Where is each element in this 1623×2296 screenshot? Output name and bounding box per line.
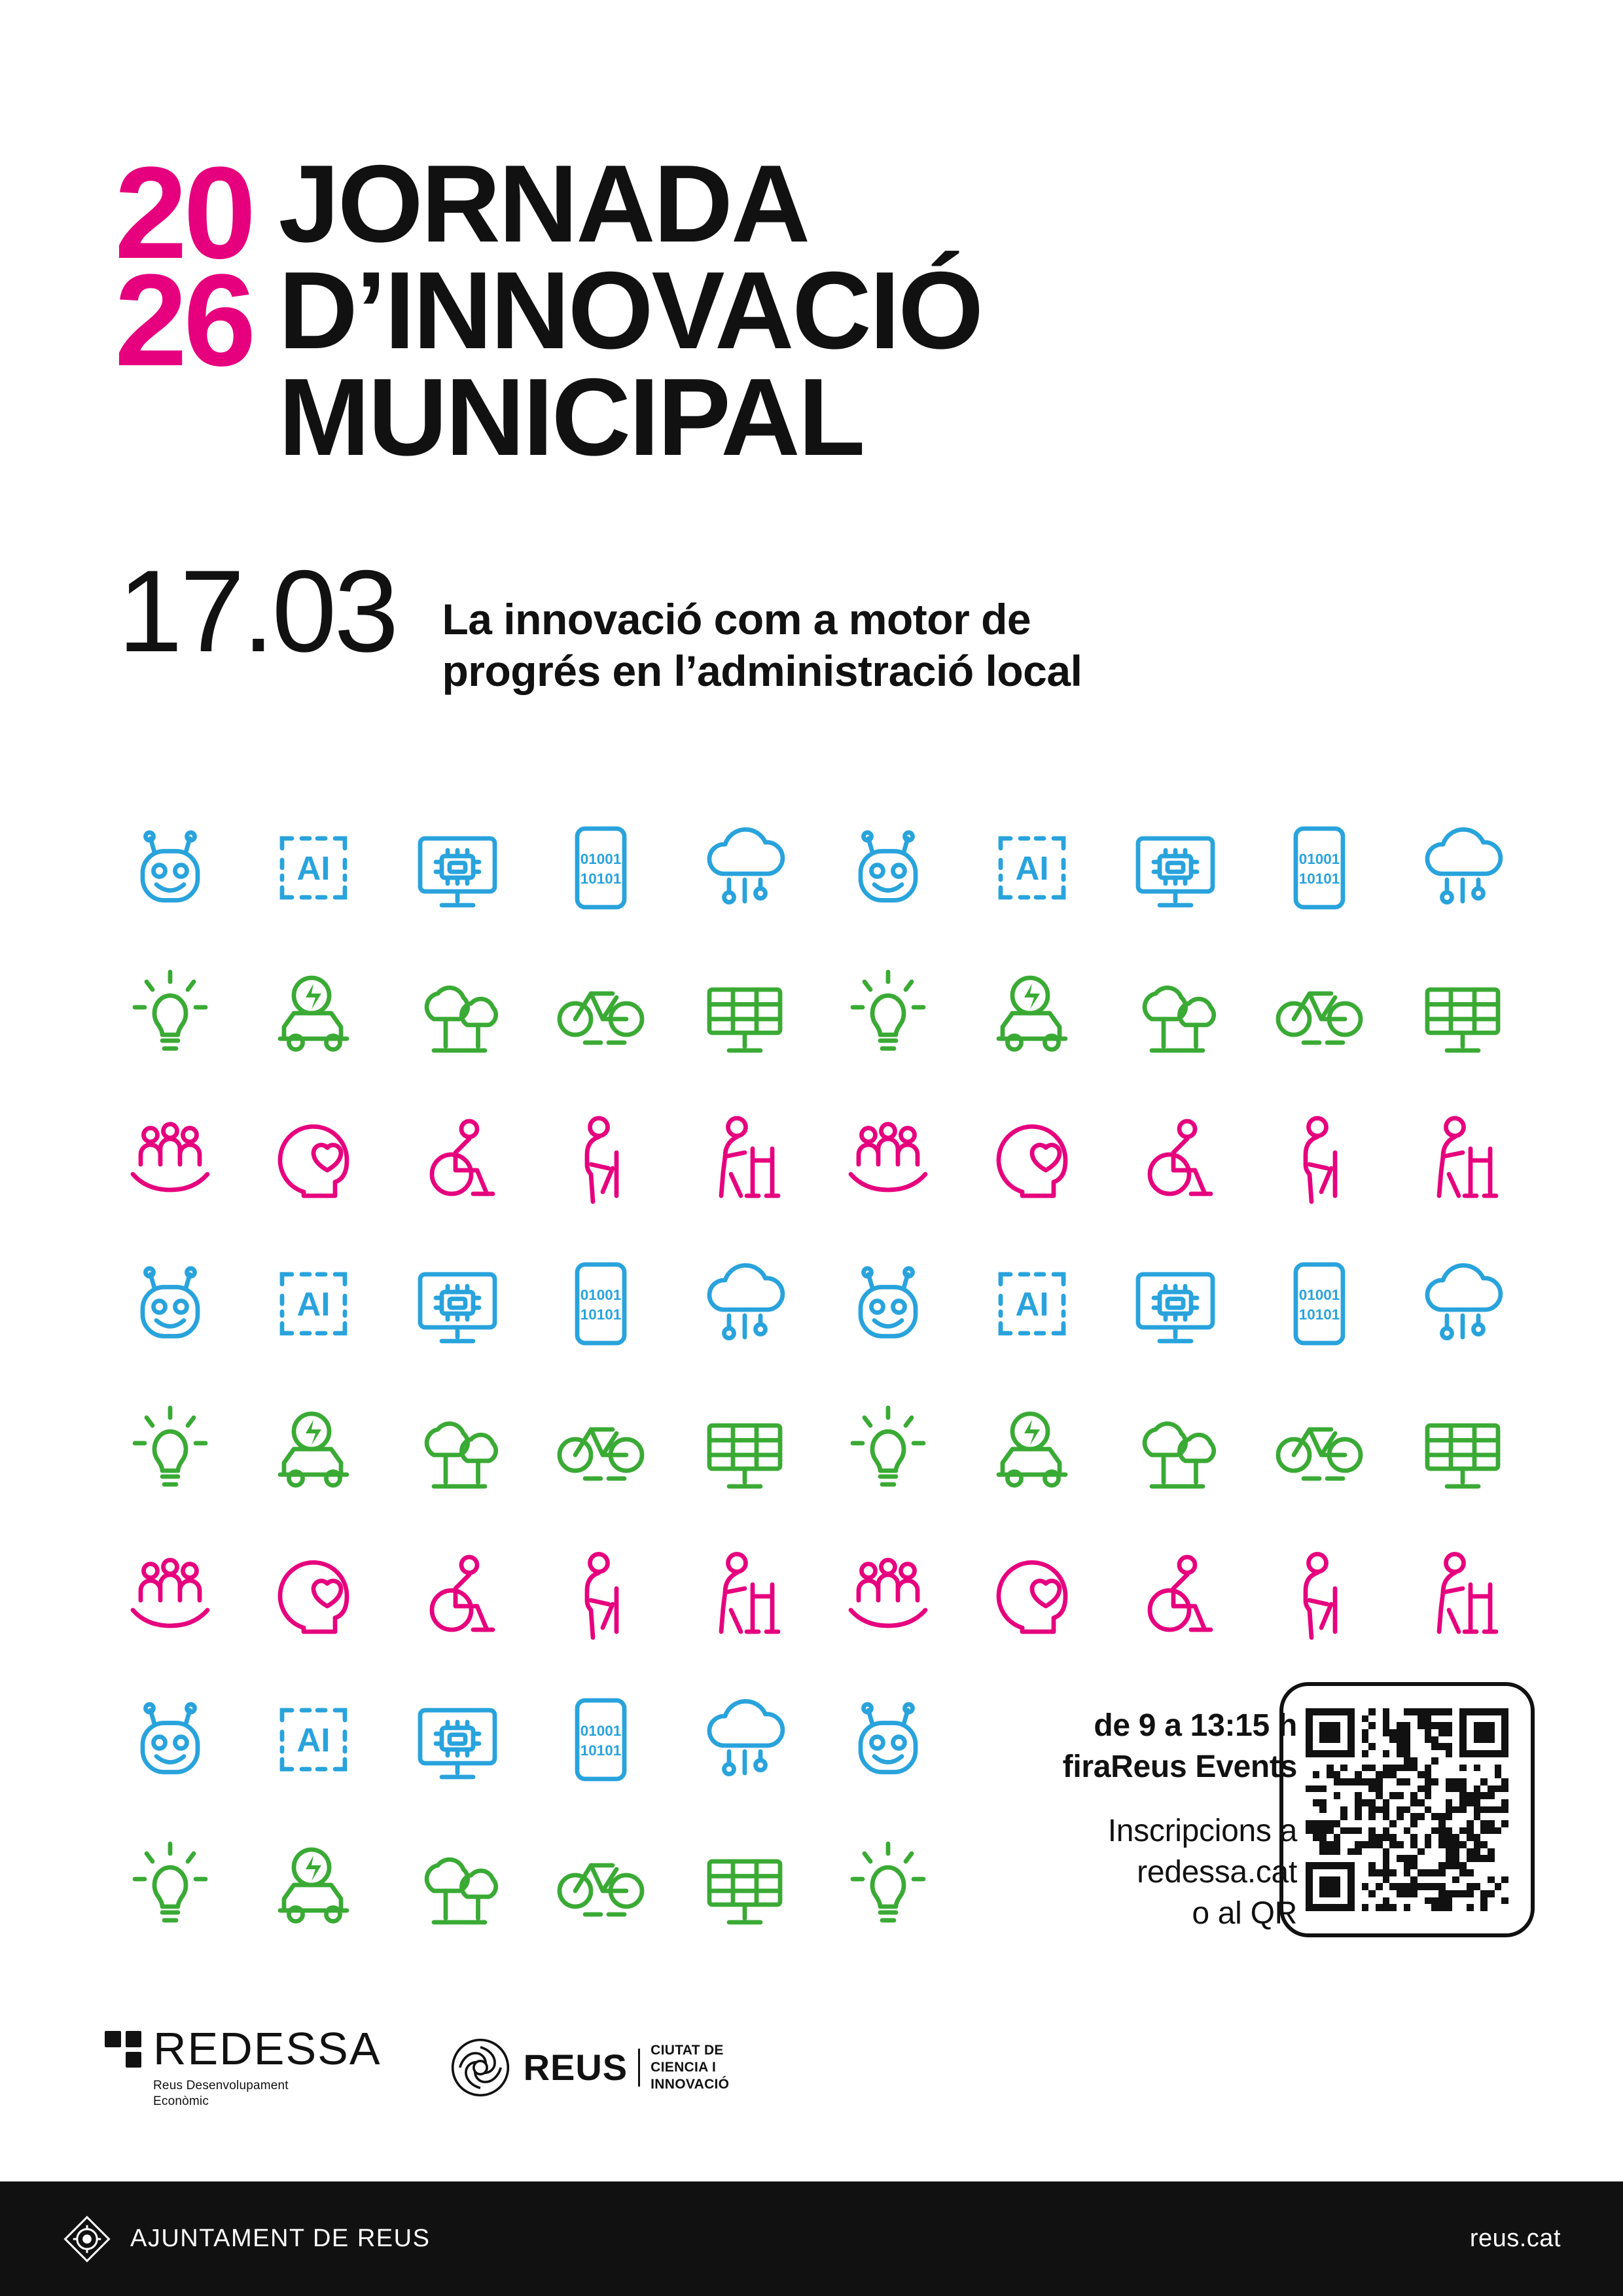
people-hand-icon xyxy=(111,1100,229,1217)
svg-text:10101: 10101 xyxy=(580,870,622,887)
chip-monitor-icon xyxy=(1116,1245,1234,1363)
svg-text:10101: 10101 xyxy=(580,1306,622,1323)
people-hand-icon xyxy=(829,1535,947,1653)
reus-divider xyxy=(638,2049,640,2087)
bicycle-icon xyxy=(542,954,660,1072)
bicycle-icon xyxy=(542,1826,660,1944)
redessa-logo-text xyxy=(153,2023,382,2109)
page-title xyxy=(278,142,982,478)
led-bulb-icon xyxy=(111,954,229,1072)
cane-person-icon xyxy=(542,1535,660,1653)
title-line-2: D’INNOVACIÓ xyxy=(278,248,982,372)
trees-icon xyxy=(399,1390,516,1508)
ai-icon xyxy=(973,809,1091,927)
cane-person-icon xyxy=(1260,1535,1378,1653)
people-hand-icon xyxy=(829,1100,947,1217)
cloud-data-icon xyxy=(1404,809,1522,927)
walker-person-icon xyxy=(1404,1100,1522,1217)
chip-monitor-icon xyxy=(399,1681,516,1799)
head-heart-icon xyxy=(255,1100,372,1217)
footer-bar xyxy=(0,2181,1623,2296)
svg-text:01001: 01001 xyxy=(580,1723,622,1739)
cane-person-icon xyxy=(542,1100,660,1217)
head-heart-icon xyxy=(973,1535,1091,1653)
bicycle-icon xyxy=(1260,1390,1378,1508)
electric-car-icon xyxy=(973,954,1091,1072)
solar-panel-icon xyxy=(686,1826,804,1944)
walker-person-icon xyxy=(686,1535,804,1653)
ajuntament-shield-icon xyxy=(62,2214,112,2264)
chip-monitor-icon xyxy=(399,1245,516,1363)
head-heart-icon xyxy=(973,1100,1091,1217)
ai-icon xyxy=(255,1681,372,1799)
reus-rose-icon xyxy=(450,2037,510,2098)
walker-person-icon xyxy=(686,1100,804,1217)
chip-monitor-icon xyxy=(1116,809,1234,927)
title-line-3: MUNICIPAL xyxy=(278,355,864,478)
date-subtitle-row xyxy=(118,546,1082,697)
svg-text:AI: AI xyxy=(296,1721,330,1759)
cloud-data-icon xyxy=(1404,1245,1522,1363)
led-bulb-icon xyxy=(829,1826,947,1944)
svg-text:10101: 10101 xyxy=(1298,870,1340,887)
registration-line-3: o al QR xyxy=(1192,1896,1297,1931)
svg-text:AI: AI xyxy=(296,1285,330,1323)
qr-code[interactable] xyxy=(1306,1708,1508,1911)
reus-claim-line-3: INNOVACIÓ xyxy=(651,2076,730,2092)
solar-panel-icon xyxy=(686,954,804,1072)
led-bulb-icon xyxy=(829,954,947,1072)
svg-text:AI: AI xyxy=(296,850,330,887)
ai-icon xyxy=(973,1245,1091,1363)
electric-car-icon xyxy=(255,954,372,1072)
solar-panel-icon xyxy=(1404,954,1522,1072)
svg-text:AI: AI xyxy=(1015,1285,1049,1323)
year-top: 20 xyxy=(115,140,253,286)
event-subtitle xyxy=(442,553,1082,697)
footer-institution-label: AJUNTAMENT DE REUS xyxy=(130,2225,431,2252)
led-bulb-icon xyxy=(829,1390,947,1508)
trees-icon xyxy=(1116,1390,1234,1508)
footer-institution-block xyxy=(62,2214,430,2264)
wheelchair-icon xyxy=(399,1100,516,1217)
binary-phone-icon xyxy=(1260,809,1378,927)
binary-phone-icon xyxy=(542,1681,660,1799)
cloud-data-icon xyxy=(686,809,804,927)
led-bulb-icon xyxy=(111,1826,229,1944)
robot-icon xyxy=(829,1681,947,1799)
solar-panel-icon xyxy=(686,1390,804,1508)
head-heart-icon xyxy=(255,1535,372,1653)
redessa-mark-icon xyxy=(105,2031,141,2068)
year-block xyxy=(115,140,253,393)
svg-text:AI: AI xyxy=(1015,850,1049,887)
event-date: 17.03 xyxy=(118,546,397,676)
robot-icon xyxy=(829,1245,947,1363)
subtitle-line-1: La innovació com a motor de xyxy=(442,595,1031,643)
svg-text:01001: 01001 xyxy=(580,1287,622,1303)
title-line-1: JORNADA xyxy=(278,142,809,265)
led-bulb-icon xyxy=(111,1390,229,1508)
event-time: de 9 a 13:15 h xyxy=(1094,1708,1297,1743)
svg-text:01001: 01001 xyxy=(1298,851,1340,867)
robot-icon xyxy=(111,1681,229,1799)
trees-icon xyxy=(399,1826,516,1944)
robot-icon xyxy=(111,1245,229,1363)
bicycle-icon xyxy=(542,1390,660,1508)
people-hand-icon xyxy=(111,1535,229,1653)
qr-code-frame[interactable] xyxy=(1279,1682,1535,1937)
wheelchair-icon xyxy=(399,1535,516,1653)
event-info xyxy=(1016,1705,1297,1935)
svg-text:01001: 01001 xyxy=(1298,1287,1340,1303)
electric-car-icon xyxy=(255,1826,372,1944)
svg-text:10101: 10101 xyxy=(1298,1306,1340,1323)
subtitle-line-2: progrés en l’administració local xyxy=(442,647,1082,696)
electric-car-icon xyxy=(973,1390,1091,1508)
reus-name: REUS xyxy=(523,2046,628,2088)
reus-logo xyxy=(450,2037,730,2098)
redessa-sub-line-1: Reus Desenvolupament xyxy=(153,2079,289,2092)
reus-claim-line-1: CIUTAT DE xyxy=(651,2043,724,2058)
poster-header xyxy=(115,140,982,478)
electric-car-icon xyxy=(255,1390,372,1508)
wheelchair-icon xyxy=(1116,1535,1234,1653)
wheelchair-icon xyxy=(1116,1100,1234,1217)
binary-phone-icon xyxy=(1260,1245,1378,1363)
cloud-data-icon xyxy=(686,1681,804,1799)
cloud-data-icon xyxy=(686,1245,804,1363)
robot-icon xyxy=(111,809,229,927)
event-venue: firaReus Events xyxy=(1062,1749,1297,1785)
ai-icon xyxy=(255,1245,372,1363)
reus-claim xyxy=(651,2042,729,2092)
binary-phone-icon xyxy=(542,1245,660,1363)
registration-url[interactable]: redessa.cat xyxy=(1137,1855,1297,1890)
binary-phone-icon xyxy=(542,809,660,927)
svg-text:10101: 10101 xyxy=(580,1742,622,1759)
svg-text:01001: 01001 xyxy=(580,851,622,867)
reus-claim-line-2: CIENCIA I xyxy=(651,2059,717,2075)
solar-panel-icon xyxy=(1404,1390,1522,1508)
ai-icon xyxy=(255,809,372,927)
registration-line-1: Inscripcions a xyxy=(1107,1813,1297,1848)
cane-person-icon xyxy=(1260,1100,1378,1217)
trees-icon xyxy=(399,954,516,1072)
bicycle-icon xyxy=(1260,954,1378,1072)
redessa-logo xyxy=(105,2023,382,2109)
redessa-sub-line-2: Econòmic xyxy=(153,2094,209,2108)
year-bottom: 26 xyxy=(115,247,253,393)
redessa-name: REDESSA xyxy=(153,2023,382,2074)
robot-icon xyxy=(829,809,947,927)
logo-row xyxy=(105,2023,730,2109)
trees-icon xyxy=(1116,954,1234,1072)
chip-monitor-icon xyxy=(399,809,516,927)
footer-website[interactable]: reus.cat xyxy=(1469,2225,1561,2252)
walker-person-icon xyxy=(1404,1535,1522,1653)
